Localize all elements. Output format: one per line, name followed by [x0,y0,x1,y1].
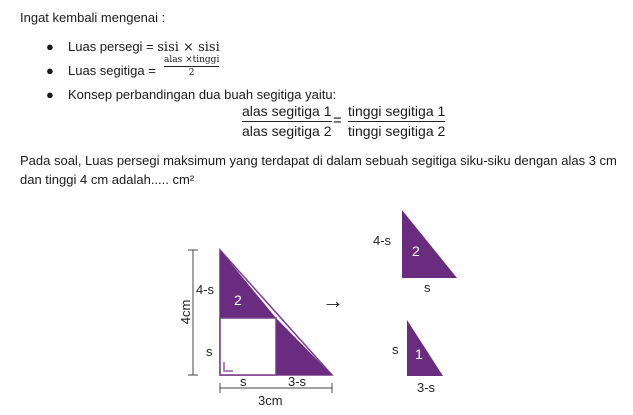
height-label: 4cm [178,299,193,325]
base-total-label: 3cm [258,393,283,408]
inscribed-square [220,318,276,375]
question-line-2: dan tinggi 4 cm adalah..... cm² [20,172,195,187]
small-triangle-2-base: s [424,280,431,295]
bullet-dot: ● [46,87,54,102]
fraction-numerator: alas ×tinggi [164,55,220,65]
side-s-label: s [206,344,213,359]
bullet-dot: ● [46,39,54,54]
arrow-icon: → [322,288,344,313]
small-triangle-2 [402,210,457,278]
bullet-ratio-concept: Konsep perbandingan dua buah segitiga yaitu: [68,87,337,102]
intro-text: Ingat kembali mengenai : [20,10,166,25]
bullet-triangle-area: Luas segitiga = [68,63,156,78]
right-triangle-1 [276,318,332,375]
triangle-2-number: 2 [234,292,242,308]
base-rest-label: 3-s [288,374,307,389]
ratio-right-denominator: tinggi segitiga 2 [348,123,446,139]
small-triangle-1 [407,320,443,376]
ratio-left-numerator: alas segitiga 1 [242,103,332,119]
question-line-1: Pada soal, Luas persegi maksimum yang terdapat di dalam sebuah segitiga siku-siku dengan alas 3 cm [20,153,617,168]
ratio-right-numerator: tinggi segitiga 1 [348,103,446,119]
bullet-dot: ● [46,63,54,78]
base-s-label: s [240,374,247,389]
upper-left-label: 4-s [196,282,215,297]
small-triangle-2-number: 2 [412,243,420,259]
formula: sisi × sisi [157,40,220,55]
upper-triangle-2 [220,250,276,318]
small-triangle-1-height: s [392,342,399,357]
small-triangle-2-height: 4-s [373,233,392,248]
ratio-left-denominator: alas segitiga 2 [242,123,332,139]
small-triangle-1-number: 1 [415,346,423,362]
ratio-equals: = [333,112,342,129]
bullet-text: Luas persegi = [68,39,158,54]
fraction-denominator: 2 [188,68,195,78]
small-triangle-1-base: 3-s [417,380,436,395]
